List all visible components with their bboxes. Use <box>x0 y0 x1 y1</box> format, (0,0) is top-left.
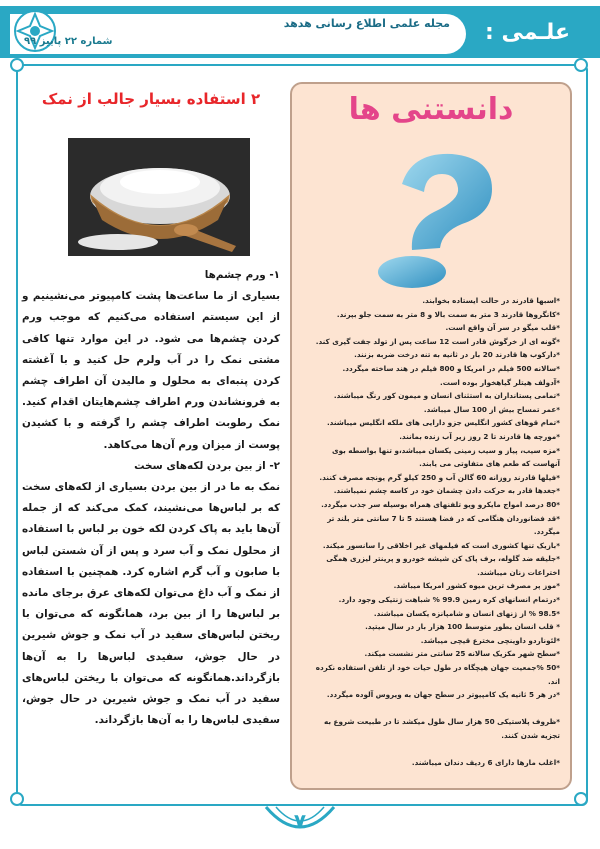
fact-item: *عمر تمساح بیش از 100 سال میباشد. <box>423 404 560 414</box>
facts-list <box>304 294 560 770</box>
frame-corner <box>10 792 24 806</box>
paragraph-1: بسیاری از ما ساعت‌ها پشت کامپیوتر می‌نشینیم و از این سیستم استفاده می‌کنیم که موجب ورم کردن چشم‌ها می شود. در این موارد تنها کافی مشتی نمک را در آب ولرم حل کنید و با آغشته کردن پنبه‌ای به محلول و مالیدن آن اطراف چشم به فرونشاندن ورم اطراف چشم‌هایتان اقدام کنید. نمک رطوبت اطراف چشم را گرفته و با کشیدن پوست از میزان ورم آن‌ها می‌کاهد. <box>22 290 280 451</box>
fact-item: *مورچه ها قادرند تا 2 روز زیر آب زنده بمانند. <box>399 431 560 441</box>
paragraph-2: نمک به ما در از بین بردن بسیاری از لکه‌های سخت که بر لباس‌ها می‌نشیند، کمک می‌کند که از جمله آن‌ها باید به پاک کردن لکه خون بر لباس با استفاده از محلول نمک و آب سرد و پس از آن شستن لباس با صابون و آب گرم اشاره کرد. همچنین با استفاده از نمک و آب داغ می‌توان لکه‌های عرق برجای مانده بر لباس‌ها را از بین برد، همانگونه که می‌توان با ریختن لباس‌های سفید در آب نمک و جوش شیرین در حال جوش، سفیدی لباس‌ها را به آن‌ها بازگرداند.همانگونه که می‌توان با ریختن لباس‌های سفید در آب نمک و جوش شیرین در حال جوش، سفیدی لباس‌ها را به آن‌ها بازگرداند. <box>22 481 280 727</box>
fact-item: *لئوناردو داوینچی مخترع قیچی میباشد. <box>420 635 560 645</box>
fact-item: *قلب میگو در سر آن واقع است. <box>445 323 560 333</box>
fact-item: *آدولف هیتلر گیاهخوار بوده است. <box>440 377 560 387</box>
fact-item: *درتمام انسانهای کره زمین 99.9 % شباهت ژنتیکی وجود دارد. <box>338 595 560 605</box>
fact-item: *موز پر مصرف ترین میوه کشور امریکا میباشد. <box>393 581 560 591</box>
fact-item: *در هر 5 ثانیه یک کامپیوتر در سطح جهان به ویروس آلوده میگردد. <box>326 690 560 700</box>
page-number: ۷ <box>293 809 307 833</box>
issue-label: شماره ۲۲ پاییز ۹۹ <box>24 36 113 47</box>
fact-item: *گونه ای از خرگوش قادر است 12 ساعت پس از تولد جفت گیری کند. <box>315 336 560 346</box>
frame-corner <box>574 58 588 72</box>
fact-item: *فیلها قادرند روزانه 60 گالن آب و 250 کیلو گرم یونجه مصرف کنند. <box>319 472 560 482</box>
subheading-1: ۱- ورم چشم‌ها <box>204 269 280 281</box>
fact-item: *تمامی پستانداران به استثنای انسان و میمون کور رنگ میباشند. <box>333 391 560 401</box>
fact-item: *بازیک تنها کشوری است که فیلمهای غیر اخلاقی را سانسور میکند. <box>322 540 560 550</box>
fact-item: *مزه سیب، پیاز و سیب زمینی یکسان میباشد،و تنها بواسطه بوی آنهاست که طعم های متفاوتی می یابند. <box>332 445 560 469</box>
fact-item: * قلب انسان بطور متوسط 100 هزار بار در سال میتپد. <box>365 622 560 632</box>
fact-item: *80 درصد امواج مایکرو ویو تلفنهای همراه بوسیله سر جذب میگردد. <box>321 499 560 509</box>
fact-item: *سالانه 500 فیلم در امریکا و 800 فیلم در هند ساخته میگردد. <box>342 363 560 373</box>
fact-item: *قد فضانوردان هنگامی که در فضا هستند 5 تا 7 سانتی متر بلند تر میگردد. <box>327 513 560 537</box>
fact-item: *جلیقه ضد گلوله، برف پاک کن شیشه خودرو و پرینتر لیزری همگی اختراعات زنان میباشند. <box>326 554 560 577</box>
page-header <box>0 0 600 60</box>
fact-item: *ظروف پلاستیکی 50 هزار سال طول میکشد تا در طبیعت شروع به تجزیه شدن کنند. <box>323 717 560 740</box>
frame-corner <box>574 792 588 806</box>
fact-item: *اسبها قادرند در حالت ایستاده بخوابند. <box>422 296 560 305</box>
fact-item: *50 %جمعیت جهان هیچگاه در طول حیات خود از تلفن استفاده نکرده اند. <box>315 663 560 686</box>
section-title: علـمی : <box>485 20 570 45</box>
facts-panel <box>290 82 572 790</box>
fact-item: *سطح شهر مکزیک سالانه 25 سانتی متر نشست میکند. <box>364 649 560 659</box>
fact-item: *جغدها قادر به حرکت دادن چشمان خود در کاسه چشم نمیباشند. <box>333 486 560 496</box>
salt-bowl-image <box>68 138 250 256</box>
question-mark-icon <box>342 144 522 294</box>
article-body <box>22 265 280 731</box>
fact-item <box>304 702 560 716</box>
facts-title: دانستنی ها <box>348 92 514 127</box>
fact-item: *تمام قوهای کشور انگلیس جزو دارایی های ملکه انگلیس میباشند. <box>326 418 560 428</box>
frame-corner <box>10 58 24 72</box>
fact-item: *دارکوب ها قادرند 20 بار در ثانیه به تنه درخت ضربه بزنند. <box>354 350 560 360</box>
fact-item: *اغلب مارها دارای 6 ردیف دندان میباشند. <box>411 758 560 768</box>
page-number-badge <box>262 803 338 843</box>
article-title: ۲ استفاده بسیار جالب از نمک <box>41 90 261 108</box>
fact-item <box>304 743 560 757</box>
fact-item: *کانگروها قادرند 3 متر به سمت بالا و 8 متر به سمت جلو بپرند. <box>336 309 560 319</box>
magazine-title: مجله علمی اطلاع رسانی هدهد <box>283 17 450 30</box>
ornament-knot-icon <box>12 8 58 54</box>
fact-item: *98.5 % از ژنهای انسان و شامپانزه یکسان میباشند. <box>373 608 560 618</box>
subheading-2: ۲- از بین بردن لکه‌های سخت <box>134 459 280 472</box>
